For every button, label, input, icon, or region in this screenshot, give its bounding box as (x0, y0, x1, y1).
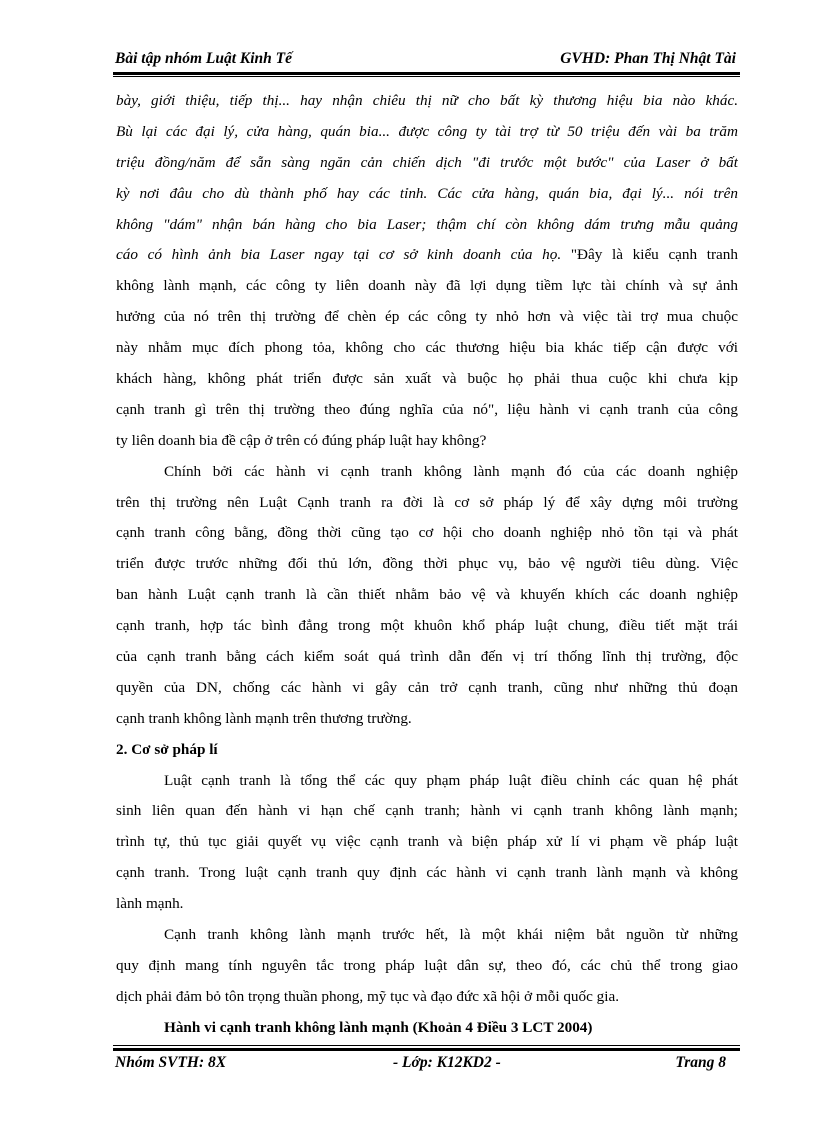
text-line: sinh liên quan đến hành vi hạn chế cạnh tranh; hành vi cạnh tranh không lành mạnh; (116, 802, 738, 820)
page-header (113, 50, 738, 70)
text-line: trình tự, thủ tục giải quyết vụ việc cạnh tranh và biện pháp xử lí vi phạm về pháp luật (116, 833, 738, 851)
text-line: cạnh tranh, hợp tác bình đẳng trong một khuôn khổ pháp luật chung, điều tiết mặt trái (116, 617, 738, 635)
text-line: Chính bởi các hành vi cạnh tranh không lành mạnh đó của các doanh nghiệp (164, 462, 738, 480)
text-line: ty liên doanh bia đề cập ở trên có đúng pháp luật hay không? (116, 431, 487, 449)
text-line: khách hàng, không phát triển được sản xuất và buộc họ phải thua cuộc khi chưa kịp (116, 370, 738, 388)
text-line (116, 240, 738, 271)
text-line: cạnh tranh không lành mạnh trên thương trường. (116, 709, 412, 727)
paragraph-unfair-competition (116, 920, 738, 1013)
text-line: hưởng của nó trên thị trường để chèn ép các công ty nhỏ hơn và việc tài trợ mua chuộc (116, 308, 738, 326)
text-line: quy định mang tính nguyên tắc trong pháp luật dân sự, theo đó, các chủ thể trong giao (116, 956, 738, 974)
section-heading: 2. Cơ sở pháp lí (116, 740, 218, 758)
footer-rule-thin (113, 1045, 740, 1046)
text-line: ban hành Luật cạnh tranh là cần thiết nhằm bảo vệ và khuyến khích các doanh nghiệp (116, 586, 738, 604)
text-line: cạnh tranh công bằng, đồng thời cũng tạo cơ hội cho doanh nghiệp nhỏ tồn tại và phát (116, 524, 738, 542)
text-line: trên thị trường nên Luật Cạnh tranh ra đời là cơ sở pháp lý để xây dựng môi trường (116, 493, 738, 511)
footer-class: - Lớp: K12KD2 - (393, 1054, 501, 1071)
footer-rule-thick (113, 1048, 740, 1051)
header-instructor: GVHD: Phan Thị Nhật Tài (560, 50, 736, 67)
page-footer (113, 1054, 740, 1074)
subsection-heading: Hành vi cạnh tranh không lành mạnh (Khoản 4 Điều 3 LCT 2004) (164, 1018, 593, 1036)
footer-group: Nhóm SVTH: 8X (115, 1054, 227, 1071)
text-line: triệu đồng/năm để sẵn sàng ngăn cản chiến dịch "đi trước một bước" của Laser ở bất (116, 153, 738, 171)
footer-page-number: Trang 8 (675, 1054, 726, 1071)
quote-start: "Đây là kiểu cạnh tranh (561, 246, 738, 264)
italic-quote-end: cáo có hình ảnh bia Laser ngay tại cơ sở kinh doanh của họ. (116, 246, 562, 264)
text-line: cạnh tranh gì trên thị trường theo đúng nghĩa của nó", liệu hành vi cạnh tranh của công (116, 400, 738, 418)
text-line: dịch phải đảm bỏ tôn trọng thuần phong, mỹ tục và đạo đức xã hội ở mỗi quốc gia. (116, 987, 620, 1005)
header-course-title: Bài tập nhóm Luật Kinh Tế (115, 50, 293, 67)
text-line: của cạnh tranh bằng cách kiểm soát quá trình dẫn đến vị trí thống lĩnh thị trường, độc (116, 648, 738, 666)
text-line: không lành mạnh, các công ty liên doanh này đã lợi dụng tiềm lực tài chính và sự ảnh (116, 277, 738, 295)
page-body (116, 86, 738, 1044)
text-line: Luật cạnh tranh là tổng thể các quy phạm pháp luật điều chỉnh các quan hệ phát (164, 771, 738, 789)
paragraph-laser-case (116, 86, 738, 457)
text-line: kỳ nơi đâu cho dù thành phố hay các tỉnh. Các cửa hàng, quán bia, đại lý... nói trên (116, 184, 738, 202)
text-line: Cạnh tranh không lành mạnh trước hết, là một khái niệm bắt nguồn từ những (164, 926, 738, 944)
text-line: không "dám" nhận bán hàng cho bia Laser; thậm chí còn không dám trưng mẫu quảng (116, 215, 738, 233)
text-line: cạnh tranh. Trong luật cạnh tranh quy định các hành vi cạnh tranh lành mạnh và không (116, 864, 738, 882)
header-rule-thin (113, 76, 740, 77)
paragraph-law-purpose (116, 457, 738, 735)
text-line: lành mạnh. (116, 895, 184, 913)
text-line: Bù lại các đại lý, cửa hàng, quán bia... được công ty tài trợ từ 50 triệu đến vài ba trăm (116, 122, 738, 140)
header-rule-thick (113, 72, 740, 75)
text-line: quyền của DN, chống các hành vi gây cản trở cạnh tranh, cũng như những thủ đoạn (116, 678, 738, 696)
text-line: triển được trước những đối thủ lớn, đồng thời phục vụ, bảo vệ người tiêu dùng. Việc (116, 555, 738, 573)
text-line: bày, giới thiệu, tiếp thị... hay nhận chiêu thị nữ cho bất kỳ thương hiệu bia nào khác. (116, 92, 738, 109)
text-line: này nhằm mục đích phong tỏa, không cho các thương hiệu bia khác tiếp cận được với (116, 339, 738, 357)
paragraph-definition (116, 766, 738, 920)
